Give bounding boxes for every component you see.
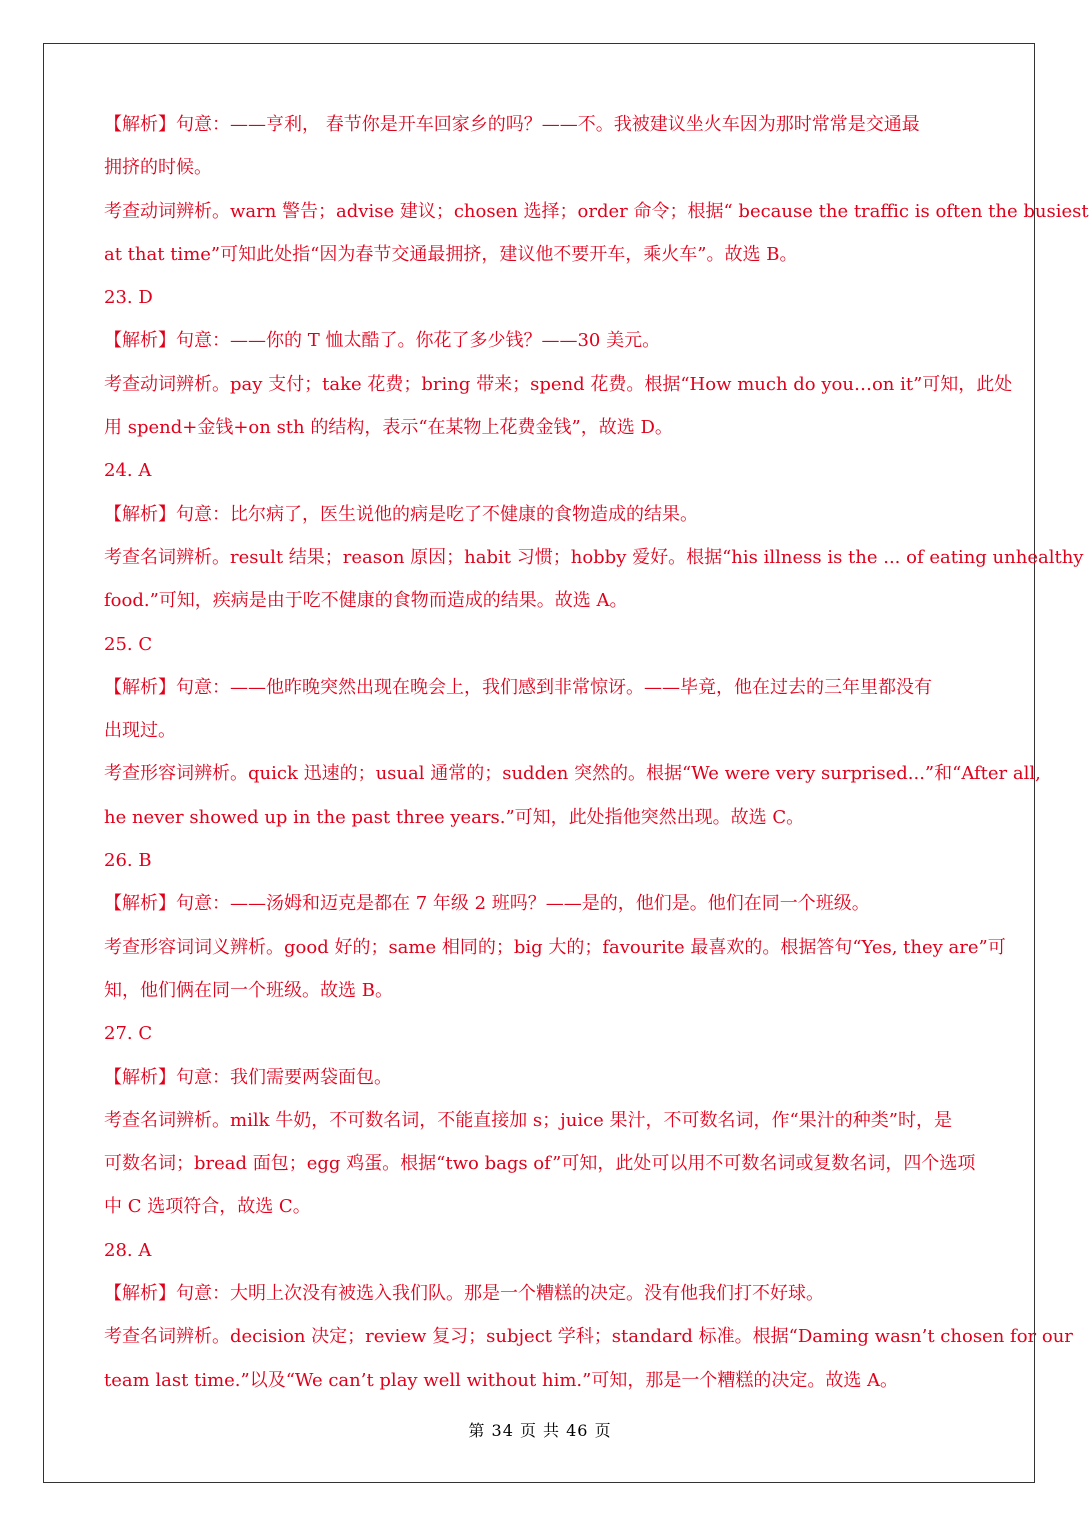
text-line: 考查动词辨析。pay 支付；take 花费；bring 带来；spend 花费。根据“How much do you…on it”可知，此处 — [104, 373, 1013, 395]
text-line: 出现过。 — [104, 720, 176, 742]
text-line: team last time.”以及“We can’t play well without him.”可知，那是一个糟糕的决定。故选 A。 — [104, 1369, 899, 1391]
question-number: 26. B — [104, 850, 152, 872]
text-line: 考查动词辨析。warn 警告；advise 建议；chosen 选择；order 命令；根据“ because the traffic is often the busiest — [104, 200, 1089, 222]
text-line: 【解析】句意：比尔病了，医生说他的病是吃了不健康的食物造成的结果。 — [104, 503, 698, 525]
text-line: 【解析】句意：——亨利， 春节你是开车回家乡的吗？——不。我被建议坐火车因为那时常常是交通最 — [104, 114, 920, 135]
question-number: 28. A — [104, 1239, 152, 1261]
text-line: 用 spend+金钱+on sth 的结构，表示“在某物上花费金钱”，故选 D。 — [104, 417, 673, 439]
text-line: food.”可知，疾病是由于吃不健康的食物而造成的结果。故选 A。 — [104, 590, 628, 612]
question-number: 23. D — [104, 287, 153, 309]
text-line: 【解析】句意：——他昨晚突然出现在晚会上，我们感到非常惊讶。——毕竟，他在过去的三年里都没有 — [104, 676, 932, 698]
text-line: 【解析】句意：我们需要两袋面包。 — [104, 1066, 392, 1088]
question-number: 24. A — [104, 460, 152, 482]
text-line: 考查形容词词义辨析。good 好的；same 相同的；big 大的；favourite 最喜欢的。根据答句“Yes, they are”可 — [104, 936, 1006, 958]
text-line: he never showed up in the past three years.”可知，此处指他突然出现。故选 C。 — [104, 806, 805, 828]
text-line: 考查名词辨析。result 结果；reason 原因；habit 习惯；hobby 爱好。根据“his illness is the ... of eating unhealthy — [104, 546, 1084, 568]
question-number: 25. C — [104, 633, 153, 655]
text-line: 考查名词辨析。milk 牛奶，不可数名词，不能直接加 s；juice 果汁，不可数名词，作“果汁的种类”时，是 — [104, 1109, 952, 1131]
text-line: 可数名词；bread 面包；egg 鸡蛋。根据“two bags of”可知，此处可以用不可数名词或复数名词，四个选项 — [104, 1153, 976, 1175]
text-line: 考查形容词辨析。quick 迅速的；usual 通常的；sudden 突然的。根据“We were very surprised...”和“After all, — [104, 763, 1041, 785]
question-number: 27. C — [104, 1023, 153, 1045]
text-line: 【解析】句意：大明上次没有被选入我们队。那是一个糟糕的决定。没有他我们打不好球。 — [104, 1283, 824, 1305]
text-line: 【解析】句意：——你的 T 恤太酷了。你花了多少钱？——30 美元。 — [104, 330, 661, 352]
answer-content — [104, 103, 1089, 1402]
text-line: at that time”可知此处指“因为春节交通最拥挤，建议他不要开车，乘火车”。故选 B。 — [104, 243, 798, 265]
text-line: 考查名词辨析。decision 决定；review 复习；subject 学科；standard 标准。根据“Daming wasn’t chosen for our — [104, 1326, 1073, 1348]
text-line: 拥挤的时候。 — [104, 157, 212, 179]
text-line: 【解析】句意：——汤姆和迈克是都在 7 年级 2 班吗？——是的，他们是。他们在同一个班级。 — [104, 893, 870, 915]
text-line: 知，他们俩在同一个班级。故选 B。 — [104, 979, 393, 1001]
text-line: 中 C 选项符合，故选 C。 — [104, 1196, 311, 1218]
page-footer: 第 34 页 共 46 页 — [468, 1421, 612, 1440]
